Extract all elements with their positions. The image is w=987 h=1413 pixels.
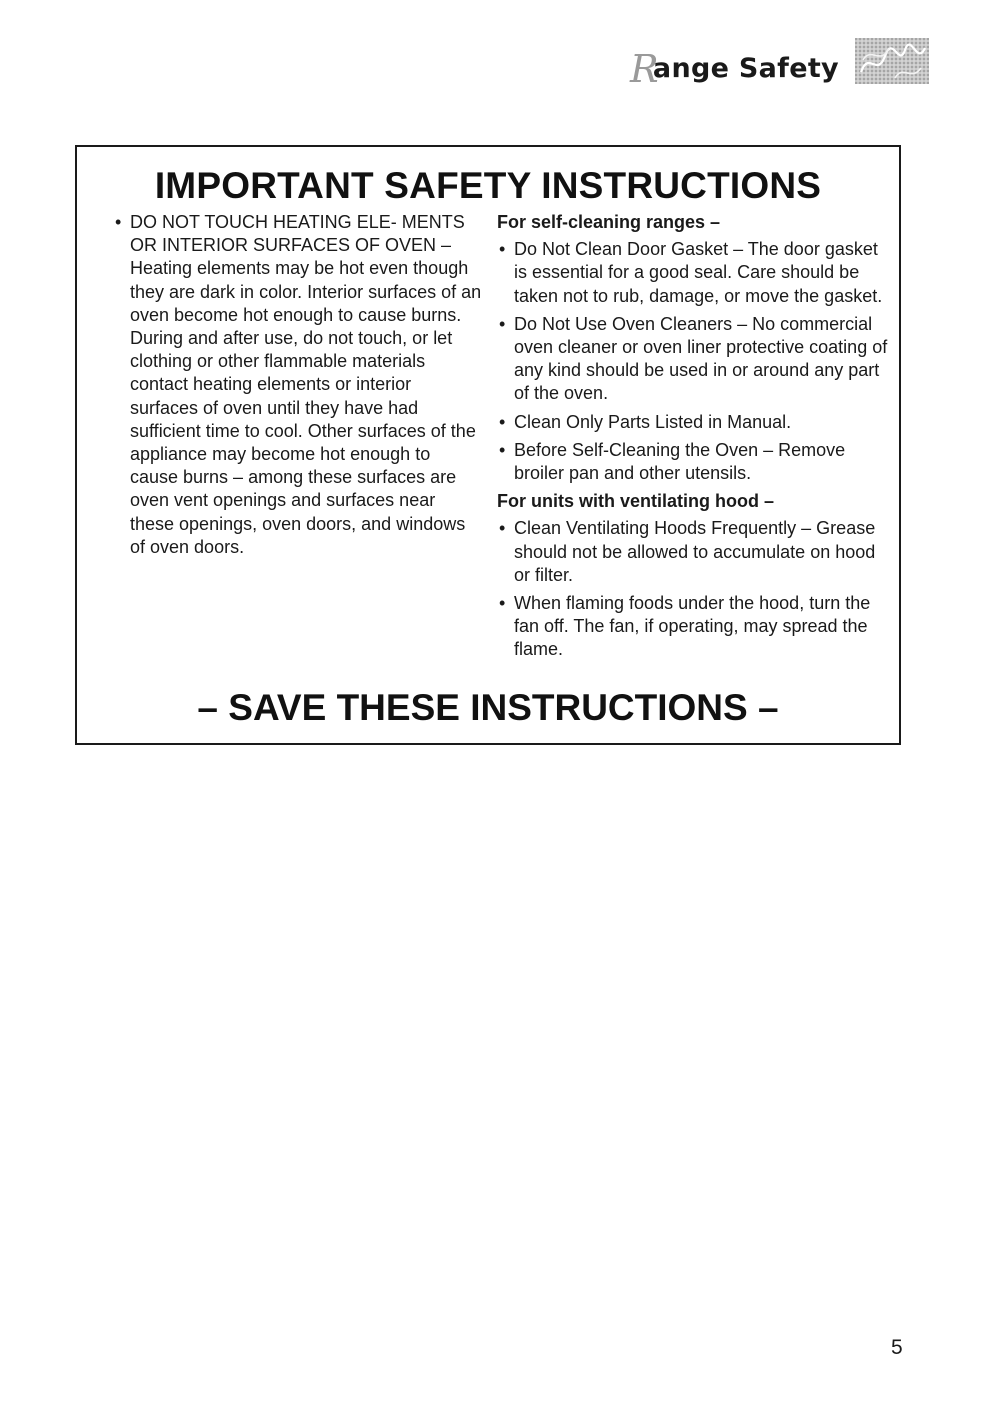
bullet-icon: • (499, 313, 506, 334)
bullet-icon: • (115, 212, 122, 232)
decorative-texture-icon (855, 38, 929, 84)
section-heading-self-cleaning: For self-cleaning ranges – (497, 212, 721, 232)
right-column (497, 211, 892, 667)
list-item-text: DO NOT TOUCH HEATING ELE- MENTS OR INTERIOR SURFACES OF OVEN – Heating elements may be hot even though they are dark in color. Interior surfaces of an oven become hot enough to cause burns. During and after use, do not touch, or let clothing or other flammable materials contact heating elements or interior surfaces of oven until they have had sufficient time to cool. Other surfaces of the appliance may become hot enough to cause burns – among these surfaces are oven vent openings and surfaces near these openings, oven doors, and windows of oven doors. (130, 212, 482, 557)
left-column (113, 211, 483, 559)
list-item (497, 411, 892, 434)
list-item (497, 517, 892, 587)
safety-instructions-box (75, 145, 901, 745)
list-item (497, 313, 892, 406)
list-item-text: Clean Ventilating Hoods Frequently – Grease should not be allowed to accumulate on hood or filter. (514, 518, 876, 585)
list-item-text: Do Not Use Oven Cleaners – No commercial oven cleaner or oven liner protective coating of any kind should be used in or around any part of the oven. (514, 313, 888, 404)
bullet-icon: • (499, 411, 506, 432)
list-item-text: Do Not Clean Door Gasket – The door gasket is essential for a good seal. Care should be taken not to rub, damage, or move the gasket. (514, 239, 883, 306)
list-item (497, 238, 892, 308)
bullet-icon: • (499, 439, 506, 460)
section-title-text: ange Safety (652, 53, 839, 84)
bullet-icon: • (499, 518, 506, 539)
section-heading-ventilating-hood: For units with ventilating hood – (497, 491, 774, 512)
list-item-text: Before Self-Cleaning the Oven – Remove broiler pan and other utensils. (514, 439, 846, 484)
list-item (113, 211, 483, 559)
save-instructions-footer: – SAVE THESE INSTRUCTIONS – (197, 687, 779, 728)
section-title (630, 42, 839, 91)
bullet-icon: • (499, 593, 506, 614)
list-item-text: When flaming foods under the hood, turn the fan off. The fan, if operating, may spread the flame. (514, 593, 871, 660)
list-item (497, 439, 892, 485)
page-number: 5 (891, 1336, 903, 1359)
list-item (497, 592, 892, 662)
bullet-icon: • (499, 239, 506, 260)
page-header (630, 38, 940, 91)
list-item-text: Clean Only Parts Listed in Manual. (514, 411, 792, 432)
safety-box-title: IMPORTANT SAFETY INSTRUCTIONS (154, 165, 822, 206)
section-title-initial: R (630, 47, 659, 91)
